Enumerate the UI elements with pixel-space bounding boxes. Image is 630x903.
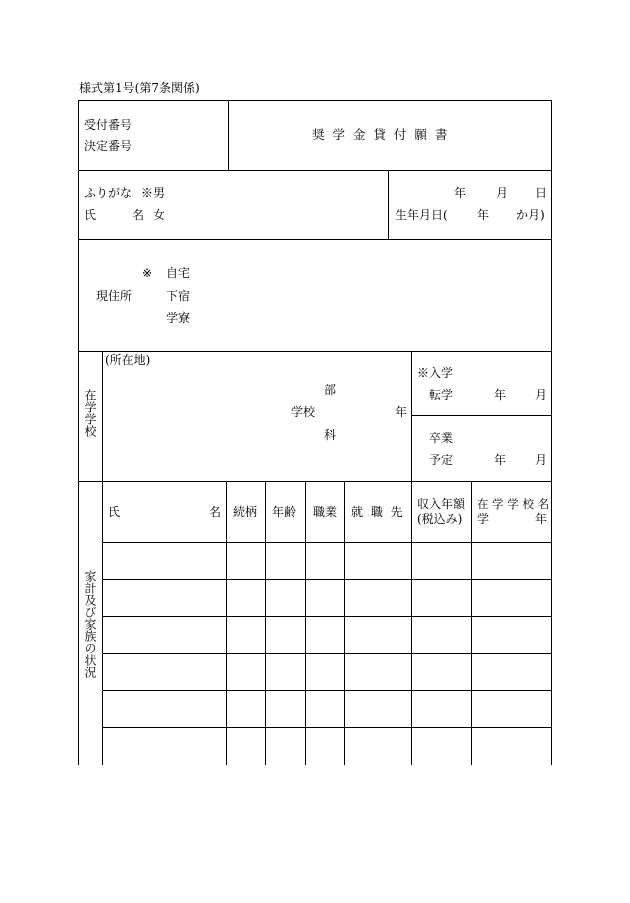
date-day: 日 [535, 186, 548, 200]
family-row[interactable] [103, 580, 551, 616]
family-header-school-grade-right: 年 [535, 512, 548, 526]
row-divider-school [78, 481, 552, 482]
school-side-label: 在学学校 [83, 389, 97, 437]
address-option-home: 自宅 [166, 266, 191, 280]
form-number: 様式第1号(第7条関係) [79, 81, 200, 95]
school-enter-year: 年 [494, 388, 507, 402]
family-row[interactable] [103, 617, 551, 653]
family-row[interactable] [103, 543, 551, 579]
school-dates-divider-v [411, 351, 412, 481]
school-graduation-label: 卒業 [429, 431, 454, 445]
date-year: 年 [454, 186, 467, 200]
table-border-top [78, 100, 552, 101]
furigana-label: ふりがな [84, 186, 133, 200]
form-title: 奨 学 金 貸 付 願 書 [312, 127, 450, 142]
family-header-school-grade-left: 学 [477, 512, 490, 526]
family-header-workplace: 就 職 先 [351, 505, 405, 519]
sex-male-option: ※男 [141, 186, 166, 200]
family-header-income-tax: (税込み) [417, 512, 463, 526]
school-enter-month: 月 [535, 388, 548, 402]
family-header-relation: 続柄 [233, 505, 258, 519]
family-header-name-left: 氏 [108, 505, 121, 519]
school-location-label: (所在地) [105, 353, 151, 367]
age-year: 年 [477, 208, 490, 222]
birthdate-divider [388, 170, 389, 239]
address-note-mark: ※ [142, 266, 153, 280]
row-divider-header [78, 170, 552, 171]
school-label-divider [102, 351, 103, 481]
school-course: 科 [324, 428, 337, 442]
family-row[interactable] [103, 691, 551, 727]
school-transfer-label: 転学 [429, 388, 454, 402]
school-graduation-month: 月 [535, 453, 548, 467]
school-name-label: 学校 [291, 405, 316, 419]
school-department: 部 [324, 383, 337, 397]
birthdate-label: 生年月日( [395, 208, 448, 222]
family-header-age: 年齢 [272, 505, 297, 519]
address-option-lodging: 下宿 [166, 289, 191, 303]
header-divider [228, 100, 229, 170]
school-grade: 年 [395, 405, 408, 419]
school-enter-label: ※入学 [417, 366, 454, 380]
school-scheduled-label: 予定 [429, 453, 454, 467]
row-divider-address [78, 351, 552, 352]
table-border-left [78, 100, 79, 765]
date-month: 月 [496, 186, 509, 200]
school-graduation-year: 年 [494, 453, 507, 467]
family-side-label: 家計及び家族の状況 [83, 570, 97, 678]
address-option-dorm: 学寮 [166, 311, 191, 325]
family-header-name-right: 名 [209, 505, 222, 519]
family-row[interactable] [103, 654, 551, 690]
school-dates-divider [411, 415, 552, 416]
family-header-occupation: 職業 [313, 505, 338, 519]
table-border-right [551, 100, 552, 765]
age-month: か月) [516, 208, 545, 222]
family-row[interactable] [103, 728, 551, 765]
sex-female-option: 女 [153, 208, 166, 222]
decision-number-label: 決定番号 [84, 139, 133, 153]
reception-number-label: 受付番号 [84, 118, 133, 132]
name-label: 氏 名 [84, 208, 149, 222]
family-header-income: 収入年額 [417, 497, 466, 511]
family-header-school: 在 学 学 校 名 [477, 497, 550, 511]
address-label: 現住所 [96, 289, 133, 303]
row-divider-applicant [78, 239, 552, 240]
